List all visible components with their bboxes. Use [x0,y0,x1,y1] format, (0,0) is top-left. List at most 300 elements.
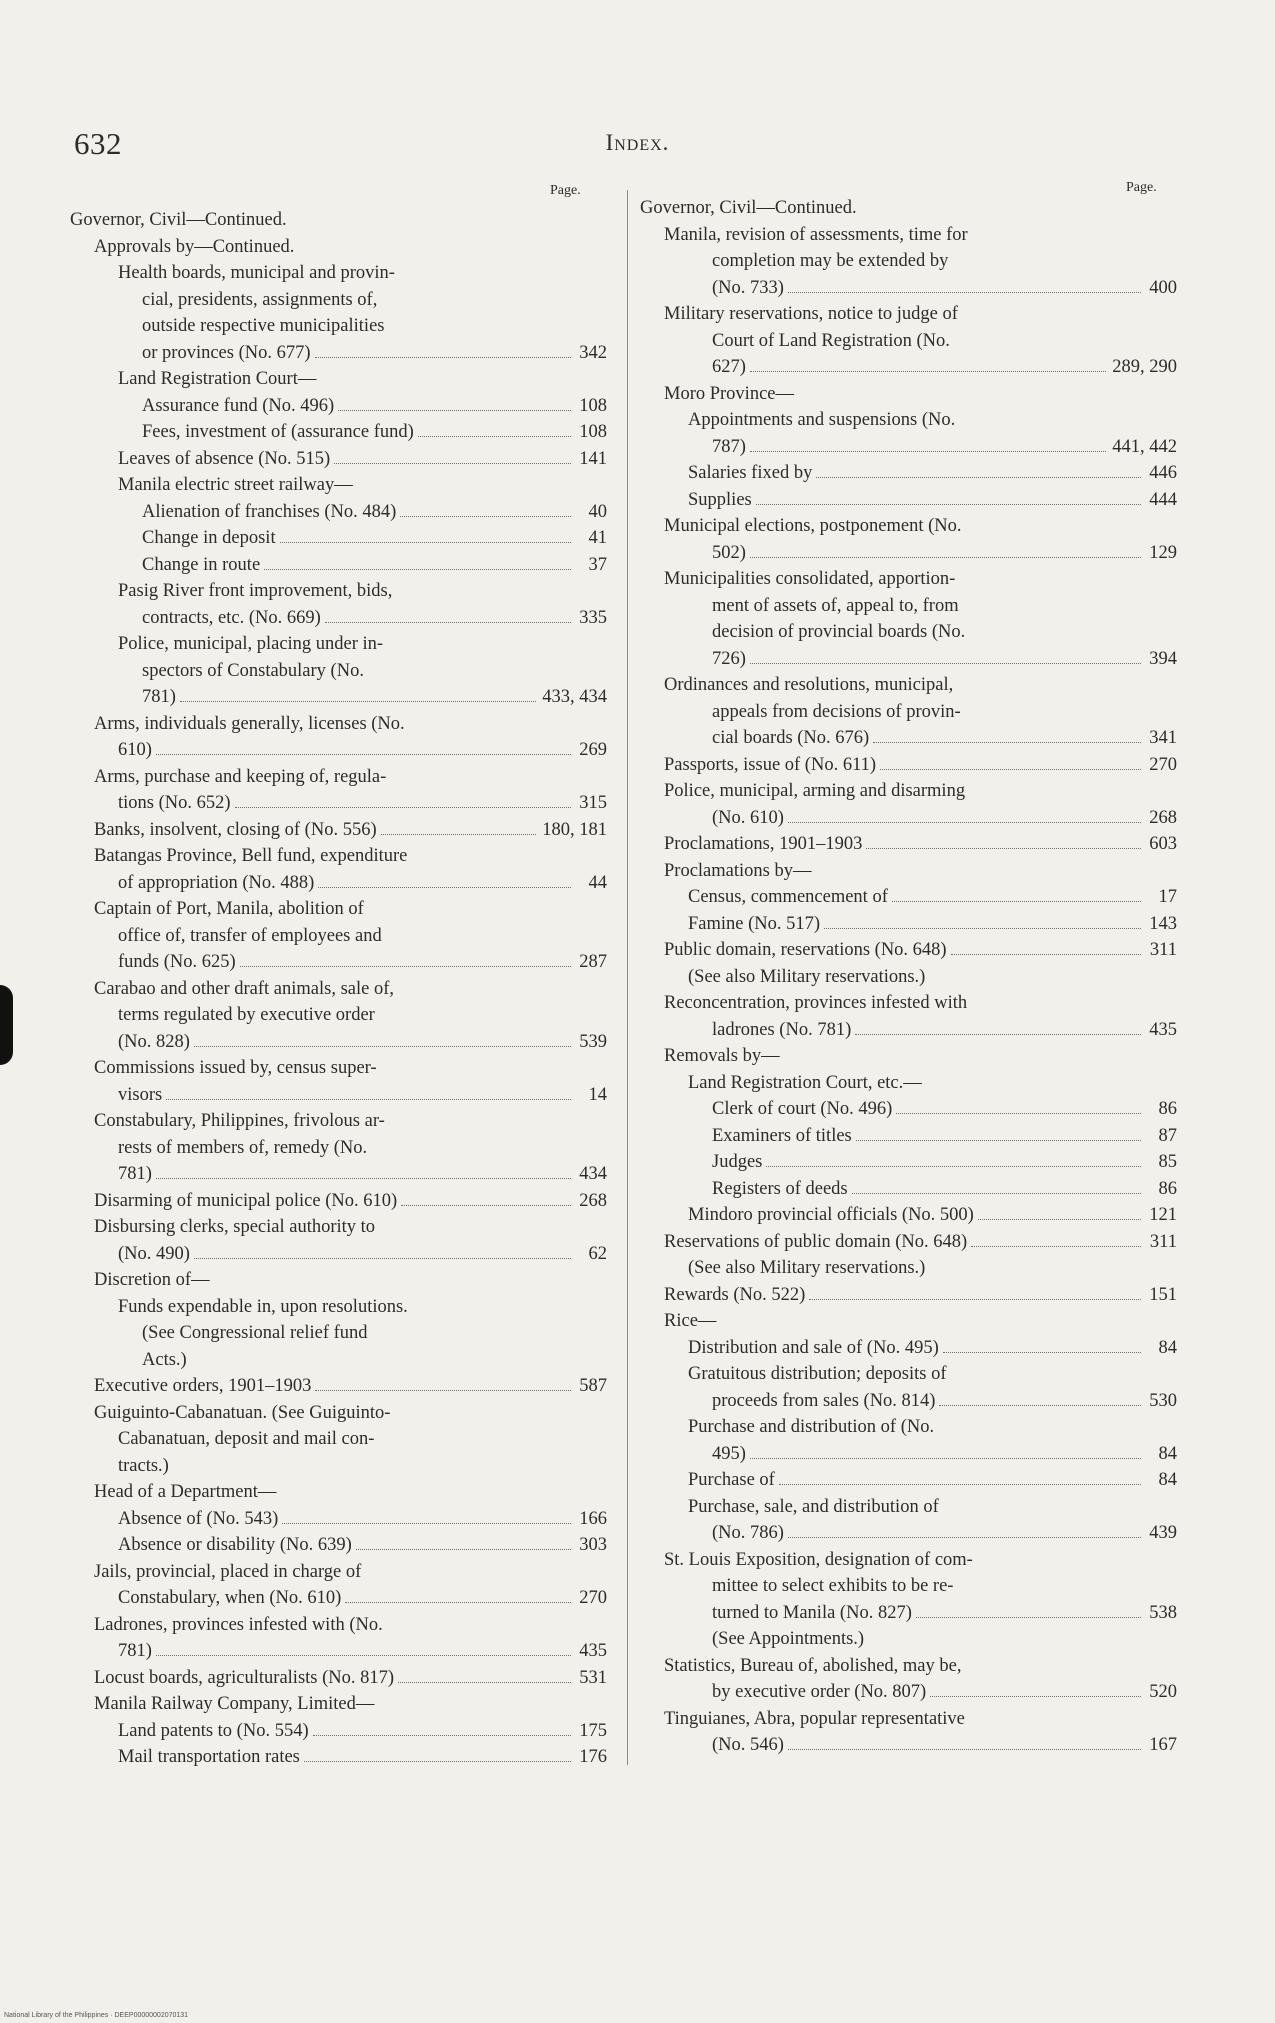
index-entry-page: 303 [579,1535,607,1555]
dot-leader [750,663,1141,664]
index-entry-page: 167 [1149,1735,1177,1755]
index-entry [70,1244,607,1271]
page-number: 632 [74,126,122,161]
index-column-right [640,198,1177,1762]
index-entry [70,502,607,529]
index-column-left [70,210,607,1774]
index-entry-text: rests of members of, remedy (No. [118,1137,368,1158]
index-entry [640,940,1177,967]
index-entry [70,952,607,979]
index-entry [640,410,1177,437]
index-entry [640,384,1177,411]
index-entry [70,1111,607,1138]
index-entry [70,581,607,608]
index-entry-text: Mindoro provincial officials (No. 500) [688,1205,974,1225]
dot-leader [855,1034,1141,1035]
index-entry [640,1444,1177,1471]
index-entry-page: 268 [1149,807,1177,828]
dot-leader [788,1537,1141,1538]
index-entry-text: proceeds from sales (No. 814) [712,1390,936,1411]
index-entry [640,1205,1177,1232]
index-entry [640,463,1177,490]
index-entry-text: Arms, purchase and keeping of, regula- [94,766,387,787]
index-entry [70,1217,607,1244]
index-entry [640,1470,1177,1497]
index-entry [640,1391,1177,1418]
index-entry [640,1285,1177,1312]
index-entry [640,569,1177,596]
index-entry [640,649,1177,676]
index-entry-page: 531 [579,1667,607,1688]
index-entry [70,1164,607,1191]
dot-leader [338,410,571,411]
dot-leader [939,1405,1141,1406]
index-entry [640,834,1177,861]
dot-leader [892,901,1141,902]
index-entry-page: 434 [579,1164,607,1184]
index-entry [640,861,1177,888]
index-entry-text: funds (No. 625) [118,952,236,972]
index-entry [640,1338,1177,1365]
index-entry-text: Carabao and other draft animals, sale of, [94,978,394,999]
index-entry-text: (No. 490) [118,1243,190,1264]
index-entry-text: Police, municipal, arming and disarming [664,781,966,801]
index-entry [640,251,1177,278]
index-entry [70,369,607,396]
index-entry-page: 17 [1158,887,1177,907]
index-entry-text: Discretion of— [94,1270,210,1290]
index-entry-text: Moro Province— [664,383,794,404]
dot-leader [194,1258,571,1259]
index-entry-text: Change in route [142,554,261,575]
index-entry [640,437,1177,464]
index-entry [640,1709,1177,1736]
index-entry-page: 108 [579,395,607,416]
index-entry-text: Absence of (No. 543) [118,1508,279,1529]
index-entry-text: ladrones (No. 781) [712,1019,852,1040]
index-entry-text: Gratuitous distribution; deposits of [688,1364,947,1384]
index-entry-text: Governor, Civil—Continued. [70,210,287,230]
index-entry-text: appeals from decisions of provin- [712,701,961,722]
index-entry-text: Purchase, sale, and distribution of [688,1496,939,1517]
index-entry-text: Statistics, Bureau of, abolished, may be, [664,1655,962,1676]
index-entry-text: (No. 610) [712,807,784,828]
index-entry [640,1523,1177,1550]
index-entry-text: St. Louis Exposition, designation of com- [664,1549,973,1570]
right-column-page-label: Page. [1126,180,1157,195]
index-entry [70,1138,607,1165]
index-entry-page: 446 [1149,463,1177,483]
index-entry [70,846,607,873]
dot-leader [951,954,1141,955]
index-entry [70,316,607,343]
index-entry [70,555,607,582]
index-entry [640,1258,1177,1285]
index-entry-page: 121 [1149,1205,1177,1225]
dot-leader [325,622,571,623]
index-entry [640,1550,1177,1577]
dot-leader [856,1140,1141,1141]
index-entry [640,914,1177,941]
index-entry-text: Appointments and suspensions (No. [688,410,956,430]
index-entry [70,634,607,661]
dot-leader [282,1523,571,1524]
index-entry [640,1046,1177,1073]
dot-leader [788,822,1141,823]
index-entry-text: Public domain, reservations (No. 648) [664,940,947,960]
index-entry-page: 62 [588,1243,607,1264]
index-entry-page: 180, 181 [542,819,607,840]
dot-leader [235,807,571,808]
index-entry-text: outside respective municipalities [142,316,385,336]
index-entry-text: completion may be extended by [712,251,949,271]
index-entry-page: 603 [1149,834,1177,854]
index-entry-text: 495) [712,1443,746,1464]
index-entry-text: contracts, etc. (No. 669) [142,607,321,628]
index-entry-page: 311 [1149,1231,1177,1252]
index-entry-page: 86 [1158,1099,1177,1119]
index-entry-page: 335 [579,607,607,628]
index-entry [70,1562,607,1589]
index-entry-text: Leaves of absence (No. 515) [118,448,331,469]
index-entry-text: mittee to select exhibits to be re- [712,1576,954,1596]
index-entry [70,979,607,1006]
index-entry-text: Removals by— [664,1046,780,1066]
index-entry-text: Pasig River front improvement, bids, [118,581,393,601]
index-entry-text: Proclamations, 1901–1903 [664,834,863,854]
dot-leader [873,742,1141,743]
edge-smudge [0,985,13,1065]
index-entry [70,1641,607,1668]
index-entry-page: 441, 442 [1112,436,1177,457]
page-title: Index. [605,130,670,155]
dot-leader [971,1246,1141,1247]
index-entry [70,687,607,714]
index-entry [640,1126,1177,1153]
index-entry-text: Health boards, municipal and provin- [118,263,395,283]
index-entry [640,1603,1177,1630]
dot-leader [943,1352,1141,1353]
dot-leader [896,1113,1141,1114]
dot-leader [345,1602,571,1603]
dot-leader [194,1046,571,1047]
dot-leader [156,1655,571,1656]
index-entry-text: Examiners of titles [712,1125,852,1146]
index-entry-text: or provinces (No. 677) [142,342,311,363]
index-entry-text: Executive orders, 1901–1903 [94,1376,312,1396]
index-entry [640,1735,1177,1762]
index-entry [70,1191,607,1218]
index-entry-text: tions (No. 652) [118,793,231,813]
index-entry [70,1456,607,1483]
dot-leader [852,1193,1141,1194]
index-entry-text: Tinguianes, Abra, popular representative [664,1708,965,1729]
index-entry-text: Registers of deeds [712,1178,848,1199]
index-entry-page: 444 [1149,489,1177,510]
index-entry [640,622,1177,649]
index-entry-text: tracts.) [118,1455,169,1476]
dot-leader [788,1749,1141,1750]
dot-leader [788,292,1141,293]
index-entry [640,331,1177,358]
index-entry-text: Arms, individuals generally, licenses (No. [94,713,405,734]
index-entry-text: Judges [712,1152,763,1172]
dot-leader [401,1205,571,1206]
index-entry-text: cial boards (No. 676) [712,728,870,748]
index-entry [640,728,1177,755]
index-entry [70,1429,607,1456]
index-entry-text: cial, presidents, assignments of, [142,289,378,310]
index-entry [70,263,607,290]
index-entry-text: Distribution and sale of (No. 495) [688,1337,939,1358]
index-entry-text: Guiguinto-Cabanatuan. (See Guiguinto- [94,1402,391,1423]
dot-leader [318,887,571,888]
index-entry [70,1270,607,1297]
index-entry [70,343,607,370]
index-entry-text: Mail transportation rates [118,1747,300,1767]
dot-leader [400,516,571,517]
dot-leader [264,569,571,570]
index-entry-page: 40 [588,501,607,522]
index-entry-text: Military reservations, notice to judge of [664,304,958,324]
index-entry-text: 726) [712,648,746,669]
index-entry-page: 86 [1158,1178,1177,1199]
index-entry-page: 435 [1149,1019,1177,1040]
index-entry-page: 37 [588,554,607,575]
index-entry-text: Alienation of franchises (No. 484) [142,501,397,522]
index-entry [640,543,1177,570]
index-entry-page: 84 [1158,1443,1177,1464]
index-entry-text: Rewards (No. 522) [664,1284,806,1305]
index-entry-text: Funds expendable in, upon resolutions. [118,1296,408,1317]
dot-leader [916,1617,1141,1618]
index-entry-text: office of, transfer of employees and [118,925,382,946]
dot-leader [750,557,1141,558]
index-entry-page: 439 [1149,1523,1177,1543]
dot-leader [809,1299,1141,1300]
index-entry [640,1497,1177,1524]
index-entry-text: Locust boards, agriculturalists (No. 817) [94,1667,395,1688]
dot-leader [930,1696,1141,1697]
index-entry [640,516,1177,543]
index-entry [70,873,607,900]
dot-leader [756,504,1141,505]
index-entry-text: Proclamations by— [664,860,812,881]
index-entry [640,1179,1177,1206]
index-entry [70,290,607,317]
index-entry [640,702,1177,729]
index-entry [70,820,607,847]
index-entry [640,304,1177,331]
index-entry-text: Constabulary, when (No. 610) [118,1588,342,1608]
index-entry [70,1058,607,1085]
index-entry [70,1588,607,1615]
index-entry-text: Court of Land Registration (No. [712,330,950,351]
index-entry [70,740,607,767]
index-entry-text: Change in deposit [142,528,276,548]
index-entry [70,1403,607,1430]
dot-leader [315,1390,571,1391]
index-entry [640,675,1177,702]
index-entry-text: Governor, Civil—Continued. [640,198,857,218]
index-entry-text: (See also Military reservations.) [688,966,926,987]
index-entry [70,1323,607,1350]
index-entry-text: Captain of Port, Manila, abolition of [94,899,364,919]
index-entry [640,1682,1177,1709]
dot-leader [824,928,1141,929]
index-entry-text: 502) [712,542,746,563]
index-entry [640,1020,1177,1047]
index-entry-text: Jails, provincial, placed in charge of [94,1561,362,1582]
dot-leader [313,1735,571,1736]
dot-leader [978,1219,1141,1220]
index-entry-page: 538 [1149,1602,1177,1623]
index-entry-text: 781) [118,1641,152,1661]
index-entry [640,490,1177,517]
index-entry-page: 85 [1158,1152,1177,1172]
index-entry-page: 270 [1149,754,1177,775]
index-entry-page: 176 [579,1747,607,1767]
index-entry-page: 341 [1149,728,1177,748]
index-entry-text: turned to Manila (No. 827) [712,1602,912,1623]
index-entry-text: Banks, insolvent, closing of (No. 556) [94,819,377,840]
dot-leader [304,1761,571,1762]
index-entry-page: 141 [579,448,607,469]
index-entry-page: 342 [579,342,607,363]
index-entry [640,1576,1177,1603]
index-entry-text: Municipalities consolidated, apportion- [664,569,956,589]
index-entry-page: 400 [1149,277,1177,298]
index-entry-text: 610) [118,740,152,760]
index-entry [70,1297,607,1324]
index-entry-text: Ladrones, provinces infested with (No. [94,1614,383,1635]
index-entry [70,1350,607,1377]
column-divider [627,190,628,1765]
index-entry-text: Head of a Department— [94,1482,277,1502]
index-entry-text: spectors of Constabulary (No. [142,660,364,681]
index-entry-text: (No. 546) [712,1735,784,1755]
index-entry-page: 530 [1149,1390,1177,1411]
index-entry-text: Reservations of public domain (No. 648) [664,1231,968,1252]
index-entry-page: 269 [579,740,607,760]
dot-leader [240,966,571,967]
index-entry-text: Disarming of municipal police (No. 610) [94,1190,398,1211]
index-entry-text: Constabulary, Philippines, frivolous ar- [94,1111,385,1131]
left-column-page-label: Page. [550,183,581,198]
index-entry-page: 175 [579,1720,607,1741]
index-entry [70,899,607,926]
index-entry-page: 151 [1149,1284,1177,1305]
index-entry-text: Land Registration Court, etc.— [688,1072,922,1093]
index-entry-text: Rice— [664,1311,717,1331]
dot-leader [156,1178,571,1179]
index-entry-text: Fees, investment of (assurance fund) [142,422,414,442]
index-entry [70,210,607,237]
index-entry [70,1615,607,1642]
index-entry [640,225,1177,252]
index-entry [640,1364,1177,1391]
index-entry-text: (No. 828) [118,1031,190,1052]
index-entry [70,714,607,741]
index-entry-text: 781) [118,1164,152,1184]
index-entry-text: Passports, issue of (No. 611) [664,754,877,775]
index-entry-text: ment of assets of, appeal to, from [712,595,959,616]
index-entry-text: Manila Railway Company, Limited— [94,1694,375,1714]
index-entry-page: 87 [1158,1125,1177,1146]
footer-watermark: National Library of the Philippines · DEEP00000002070131 [4,2012,189,2019]
index-entry [70,1747,607,1774]
index-entry-text: Ordinances and resolutions, municipal, [664,675,954,695]
index-entry-text: visors [118,1084,163,1105]
index-entry-text: Supplies [688,489,752,510]
dot-leader [816,477,1141,478]
index-entry [70,608,607,635]
index-entry-text: Manila electric street railway— [118,475,353,495]
index-entry [70,1509,607,1536]
dot-leader [156,754,571,755]
index-entry-page: 166 [579,1508,607,1529]
index-entry [70,1376,607,1403]
index-entry [70,1694,607,1721]
index-entry-page: 41 [588,528,607,548]
index-entry-text: Cabanatuan, deposit and mail con- [118,1429,375,1449]
index-entry-text: Municipal elections, postponement (No. [664,516,962,536]
index-entry [70,767,607,794]
index-entry-text: Batangas Province, Bell fund, expenditure [94,846,408,866]
index-entry [70,528,607,555]
index-entry [640,1629,1177,1656]
index-entry [640,198,1177,225]
index-entry [70,449,607,476]
index-entry [70,661,607,688]
index-entry [70,1482,607,1509]
index-entry [70,396,607,423]
index-entry-text: Land patents to (No. 554) [118,1720,309,1741]
index-entry-page: 129 [1149,542,1177,563]
index-entry-text: Clerk of court (No. 496) [712,1099,893,1119]
index-entry-text: (See also Military reservations.) [688,1258,926,1278]
index-entry-text: Absence or disability (No. 639) [118,1535,352,1555]
dot-leader [315,357,571,358]
index-entry [640,993,1177,1020]
index-entry-text: terms regulated by executive order [118,1005,375,1025]
index-entry [70,926,607,953]
dot-leader [418,436,571,437]
index-entry [640,887,1177,914]
index-entry-page: 520 [1149,1682,1177,1702]
index-entry-text: Disbursing clerks, special authority to [94,1217,376,1237]
index-entry [70,793,607,820]
index-entry-text: 787) [712,436,746,457]
index-entry [640,278,1177,305]
index-entry [70,1535,607,1562]
index-entry [70,1721,607,1748]
index-entry-page: 587 [579,1376,607,1396]
index-entry-text: Acts.) [142,1349,187,1370]
index-entry-page: 143 [1149,913,1177,934]
index-entry [640,357,1177,384]
index-entry-text: (No. 733) [712,277,784,298]
index-entry-text: (See Congressional relief fund [142,1323,368,1343]
dot-leader [356,1549,571,1550]
index-entry-page: 287 [579,952,607,972]
index-entry [640,1417,1177,1444]
index-entry-page: 289, 290 [1112,357,1177,377]
index-entry-page: 311 [1149,940,1177,960]
index-entry-text: Purchase of [688,1470,775,1490]
index-entry-page: 394 [1149,648,1177,669]
index-entry [640,1311,1177,1338]
